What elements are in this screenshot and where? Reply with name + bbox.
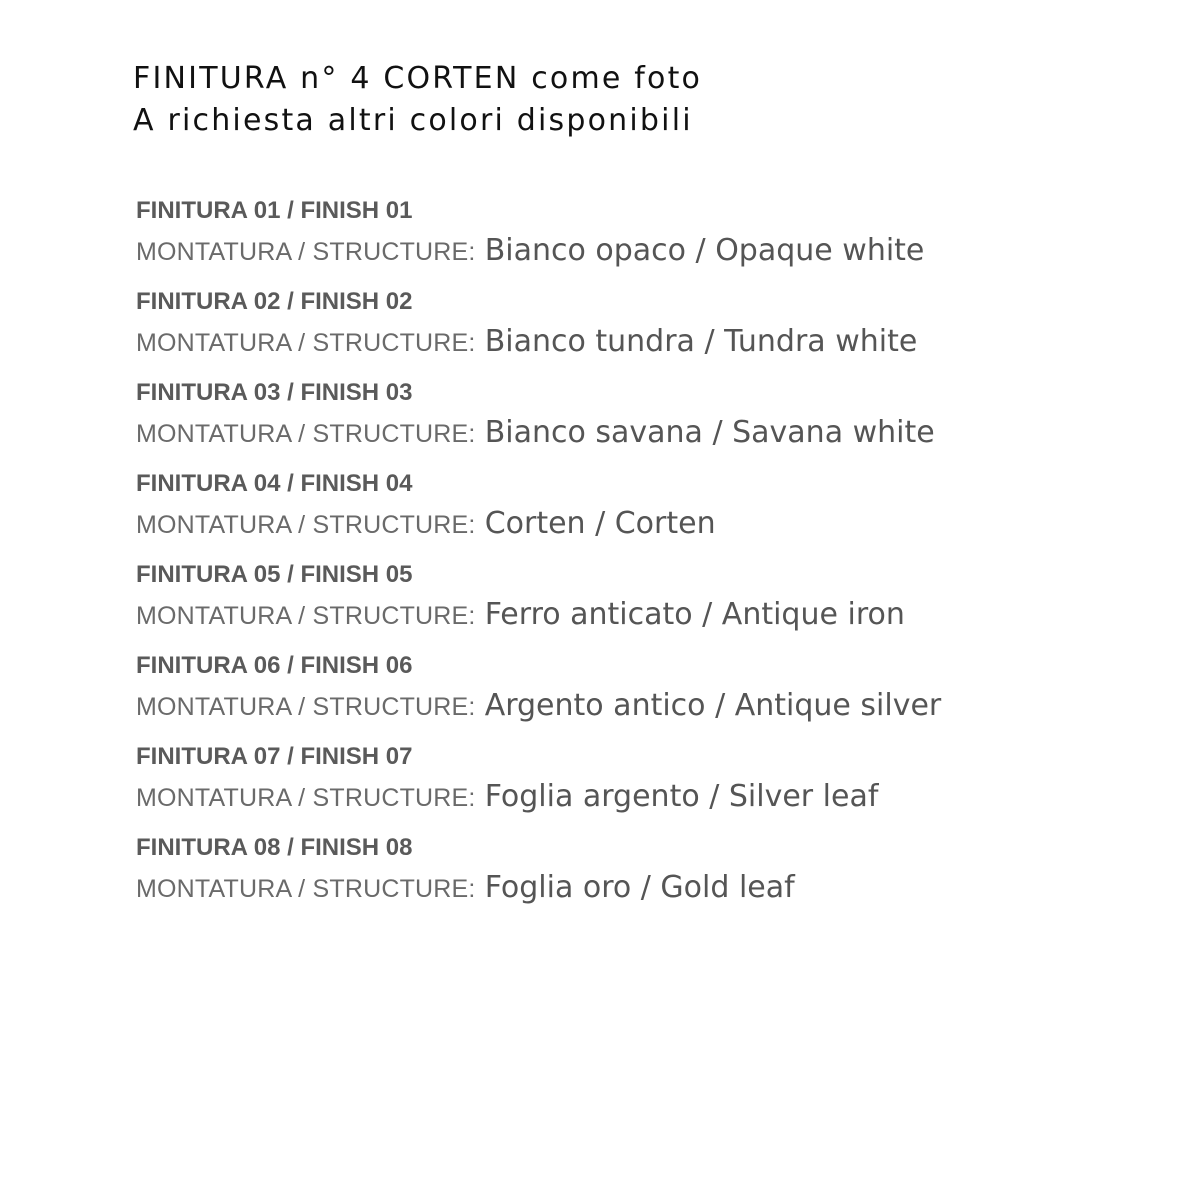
header-line-selected-finish: FINITURA n° 4 CORTEN come foto: [133, 61, 703, 96]
structure-value: Bianco savana / Savana white: [484, 415, 935, 450]
finish-structure: [136, 410, 1136, 460]
finish-title: FINITURA 03 / FINISH 03: [136, 379, 413, 406]
structure-label: MONTATURA / STRUCTURE:: [136, 329, 476, 357]
structure-label: MONTATURA / STRUCTURE:: [136, 602, 476, 630]
structure-label: MONTATURA / STRUCTURE:: [136, 238, 476, 266]
finish-structure: [136, 501, 1136, 551]
finish-structure: [136, 319, 1136, 369]
finish-title: FINITURA 02 / FINISH 02: [136, 288, 413, 315]
finish-list: [136, 194, 1136, 922]
structure-value: Foglia oro / Gold leaf: [484, 870, 795, 905]
finish-item-01: [136, 194, 1136, 285]
structure-value: Ferro anticato / Antique iron: [484, 597, 905, 632]
finish-item-04: [136, 467, 1136, 558]
structure-value: Corten / Corten: [484, 506, 716, 541]
structure-label: MONTATURA / STRUCTURE:: [136, 875, 476, 903]
finish-title: FINITURA 08 / FINISH 08: [136, 834, 413, 861]
finish-title: FINITURA 06 / FINISH 06: [136, 652, 413, 679]
structure-label: MONTATURA / STRUCTURE:: [136, 693, 476, 721]
finish-title: FINITURA 04 / FINISH 04: [136, 470, 413, 497]
structure-label: MONTATURA / STRUCTURE:: [136, 784, 476, 812]
finish-note-header: [133, 58, 1033, 142]
finish-item-08: [136, 831, 1136, 922]
structure-label: MONTATURA / STRUCTURE:: [136, 420, 476, 448]
structure-value: Argento antico / Antique silver: [484, 688, 942, 723]
finish-item-05: [136, 558, 1136, 649]
finish-title: FINITURA 07 / FINISH 07: [136, 743, 413, 770]
structure-value: Bianco tundra / Tundra white: [484, 324, 918, 359]
structure-value: Bianco opaco / Opaque white: [484, 233, 925, 268]
finish-title: FINITURA 05 / FINISH 05: [136, 561, 413, 588]
structure-value: Foglia argento / Silver leaf: [484, 779, 879, 814]
finish-item-07: [136, 740, 1136, 831]
finish-structure: [136, 592, 1136, 642]
finish-structure: [136, 228, 1136, 278]
structure-label: MONTATURA / STRUCTURE:: [136, 511, 476, 539]
finish-item-03: [136, 376, 1136, 467]
header-line-other-colors: A richiesta altri colori disponibili: [133, 103, 693, 138]
finish-item-06: [136, 649, 1136, 740]
finish-item-02: [136, 285, 1136, 376]
finish-title: FINITURA 01 / FINISH 01: [136, 197, 413, 224]
finish-structure: [136, 865, 1136, 915]
finish-structure: [136, 774, 1136, 824]
finish-structure: [136, 683, 1136, 733]
